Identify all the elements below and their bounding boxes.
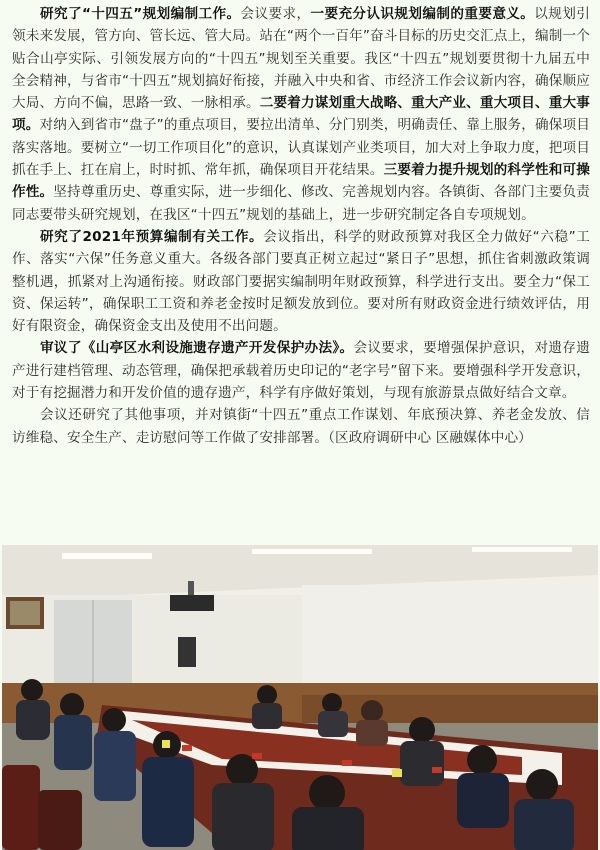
heading-planning: 研究了“十四五”规划编制工作。 [40,6,241,22]
paragraph-planning: 研究了“十四五”规划编制工作。会议要求，一要充分认识规划编制的重要意义。以规划引领未来发展，管方向、管长远、管大局。站在“两个一百年”奋斗目标的历史交汇点上，编制一个贴合山亭实际、引领发展方向的“十四五”规划至关重要。我区“十四五”规划要贯彻十九届五中全会精神，与省市“十四五”规划搞好衔接，并融入中央和省、市经济工作会议新内容，确保顺应大局、方向不偏，思路一致、一脉相承。二要着力谋划重大战略、重大产业、重大项目、重大事项。对纳入到省市“盘子”的重点项目，要拉出清单、分门别类，明确责任、靠上服务，确保项目落实落地。要树立“一切工作项目化”的意识，认真谋划产业类项目，加大对上争取力度，把项目抓在手上、扛在肩上，时时抓、常年抓，确保项目开花结果。三要着力提升规划的科学性和可操作性。坚持尊重历史、尊重实际，进一步细化、修改、完善规划内容。各镇街、各部门主要负责同志要带头研究规划，在我区“十四五”规划的基础上，进一步研究制定各自专项规划。 [12,6,591,223]
paragraph-water-heritage: 审议了《山亭区水利设施遗存遗产开发保护办法》。会议要求，要增强保护意识，对遗存遗产进行建档管理、动态管理，确保把承载着历史印记的“老字号”留下来。要增强科学开发意识，对于有挖掘潜力和开发价值的遗存遗产，科学有序做好策划，与现有旅游景点做好结合文章。 [12,340,590,402]
heading-water-heritage: 审议了《山亭区水利设施遗存遗产开发保护办法》。 [40,340,354,357]
heading-budget: 研究了2021年预算编制有关工作。 [40,228,264,245]
paragraph-other-matters: 会议还研究了其他事项，并对镇街“十四五”重点工作谋划、年底预决算、养老金发放、信访维稳、安全生产、走访慰问等工作做了安排部署。（区政府调研中心 区融媒体中心） [12,407,590,446]
paragraph-budget: 研究了2021年预算编制有关工作。会议指出，科学的财政预算对我区全力做好“六稳”工作、落实“六保”任务意义重大。各级各部门要真正树立起过“紧日子”思想，抓住省刺激政策调整机遇，抓紧对上沟通衔接。财政部门要据实编制明年财政预算，科学进行支出。要全力“保工资、保运转”，确保职工工资和养老金按时足额发放到位。要对所有财政资金进行绩效评估，用好有限资金，确保资金支出及使用不出问题。 [12,228,590,335]
meeting-photo [2,545,598,850]
